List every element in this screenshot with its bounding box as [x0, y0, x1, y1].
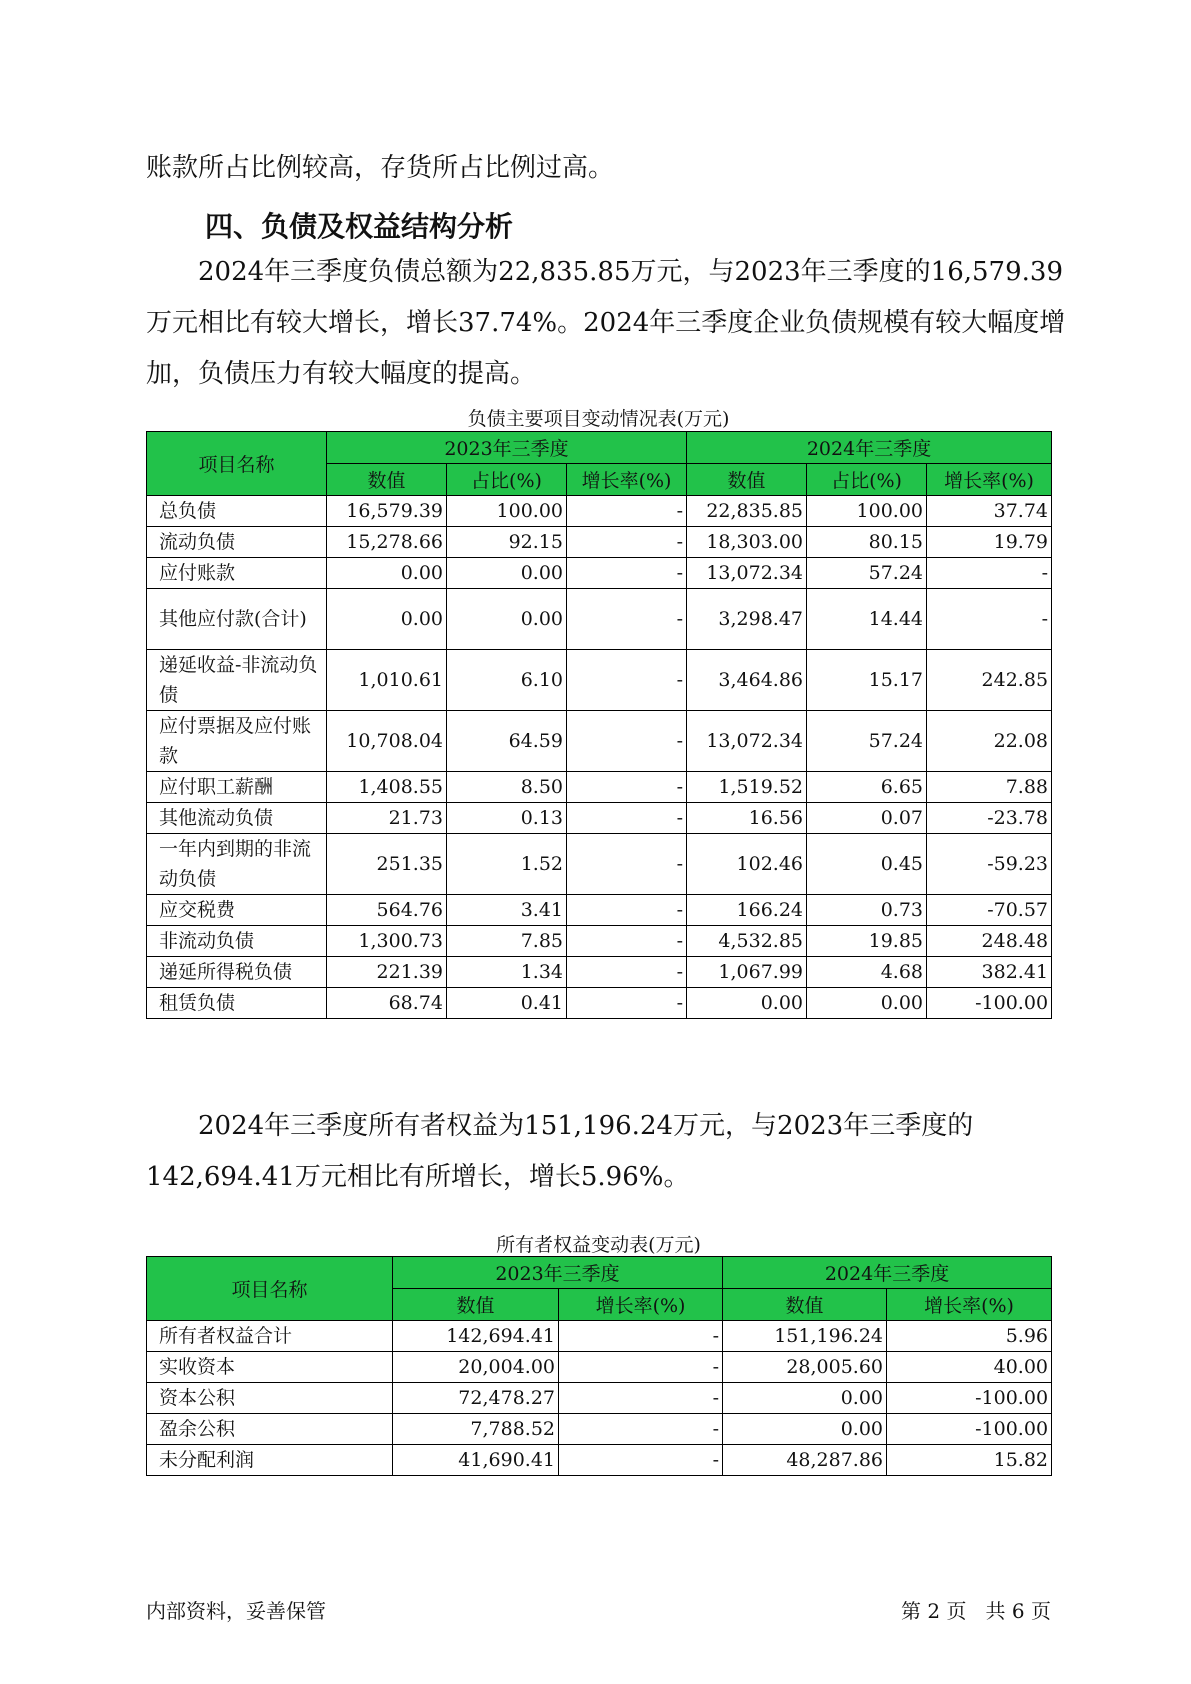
cell-r1: 1.34 [447, 957, 567, 988]
section-heading: 四、负债及权益结构分析 [205, 210, 514, 243]
cell-r2: 100.00 [807, 496, 927, 527]
row-label: 递延所得税负债 [147, 957, 327, 988]
liability-table [146, 431, 1052, 1019]
table-row [147, 496, 1052, 527]
table-row [147, 1352, 1052, 1383]
cell-g1: - [559, 1414, 723, 1445]
cell-v2: 22,835.85 [687, 496, 807, 527]
table-row [147, 895, 1052, 926]
row-label: 一年内到期的非流动负债 [147, 834, 327, 895]
cell-r2: 57.24 [807, 558, 927, 589]
cell-g1: - [567, 988, 687, 1019]
period-2023-header: 2023年三季度 [393, 1257, 723, 1289]
cell-r1: 0.13 [447, 803, 567, 834]
period-2023-header: 2023年三季度 [327, 432, 687, 464]
item-name-header: 项目名称 [147, 1257, 393, 1321]
cell-g1: - [559, 1445, 723, 1476]
cell-v1: 0.00 [327, 589, 447, 650]
growth-col-header: 增长率(%) [887, 1289, 1052, 1321]
cell-g1: - [567, 589, 687, 650]
cell-v2: 0.00 [723, 1414, 887, 1445]
row-label: 应付账款 [147, 558, 327, 589]
table-row [147, 988, 1052, 1019]
cell-v2: 1,067.99 [687, 957, 807, 988]
cell-v2: 151,196.24 [723, 1321, 887, 1352]
table-row [147, 772, 1052, 803]
cell-g1: - [567, 527, 687, 558]
cell-r2: 6.65 [807, 772, 927, 803]
cell-r1: 0.41 [447, 988, 567, 1019]
cell-v2: 0.00 [723, 1383, 887, 1414]
cell-g1: - [559, 1321, 723, 1352]
equity-table [146, 1256, 1052, 1476]
liability-table-caption: 负债主要项目变动情况表(万元) [467, 408, 730, 430]
cell-v1: 20,004.00 [393, 1352, 559, 1383]
row-label: 递延收益-非流动负债 [147, 650, 327, 711]
cell-v1: 68.74 [327, 988, 447, 1019]
table-row [147, 957, 1052, 988]
table-row [147, 527, 1052, 558]
table-row [147, 558, 1052, 589]
row-label: 应付职工薪酬 [147, 772, 327, 803]
cell-v2: 102.46 [687, 834, 807, 895]
cell-v2: 48,287.86 [723, 1445, 887, 1476]
cell-r2: 0.45 [807, 834, 927, 895]
table-row [147, 1383, 1052, 1414]
equity-paragraph: 2024年三季度所有者权益为151,196.24万元，与2023年三季度的142,694.41万元相比有所增长，增长5.96%。 [146, 1111, 974, 1192]
cell-r1: 0.00 [447, 558, 567, 589]
cell-v1: 16,579.39 [327, 496, 447, 527]
cell-v1: 15,278.66 [327, 527, 447, 558]
cell-v2: 16.56 [687, 803, 807, 834]
cell-g1: - [567, 803, 687, 834]
table-row [147, 1414, 1052, 1445]
cell-v2: 1,519.52 [687, 772, 807, 803]
cell-r1: 100.00 [447, 496, 567, 527]
row-label: 盈余公积 [147, 1414, 393, 1445]
value-col-header: 数值 [393, 1289, 559, 1321]
cell-g2: -23.78 [927, 803, 1052, 834]
value-col-header: 数值 [327, 464, 447, 496]
ratio-col-header: 占比(%) [807, 464, 927, 496]
intro-line: 账款所占比例较高，存货所占比例过高。 [146, 153, 615, 183]
cell-g2: 242.85 [927, 650, 1052, 711]
cell-r1: 0.00 [447, 589, 567, 650]
growth-col-header: 增长率(%) [567, 464, 687, 496]
cell-v1: 0.00 [327, 558, 447, 589]
cell-v2: 166.24 [687, 895, 807, 926]
equity-table-caption: 所有者权益变动表(万元) [496, 1234, 701, 1256]
cell-g2: -70.57 [927, 895, 1052, 926]
cell-g2: - [927, 589, 1052, 650]
cell-r1: 3.41 [447, 895, 567, 926]
cell-r2: 4.68 [807, 957, 927, 988]
cell-v1: 221.39 [327, 957, 447, 988]
row-label: 实收资本 [147, 1352, 393, 1383]
cell-v1: 10,708.04 [327, 711, 447, 772]
cell-v1: 564.76 [327, 895, 447, 926]
table-row [147, 1445, 1052, 1476]
row-label: 其他应付款(合计) [147, 589, 327, 650]
cell-g1: - [559, 1352, 723, 1383]
cell-r2: 0.73 [807, 895, 927, 926]
table-row [147, 711, 1052, 772]
cell-v2: 18,303.00 [687, 527, 807, 558]
cell-v1: 1,408.55 [327, 772, 447, 803]
table-row [147, 650, 1052, 711]
row-label: 总负债 [147, 496, 327, 527]
cell-v1: 251.35 [327, 834, 447, 895]
cell-v2: 4,532.85 [687, 926, 807, 957]
item-name-header: 项目名称 [147, 432, 327, 496]
table-row [147, 1321, 1052, 1352]
cell-g1: - [559, 1383, 723, 1414]
cell-g2: -100.00 [927, 988, 1052, 1019]
row-label: 应交税费 [147, 895, 327, 926]
row-label: 其他流动负债 [147, 803, 327, 834]
cell-v1: 7,788.52 [393, 1414, 559, 1445]
row-label: 非流动负债 [147, 926, 327, 957]
cell-g1: - [567, 957, 687, 988]
liability-paragraph: 2024年三季度负债总额为22,835.85万元，与2023年三季度的16,579.39万元相比有较大增长，增长37.74%。2024年三季度企业负债规模有较大幅度增加，负债压力有较大幅度的提高。 [146, 257, 1066, 389]
cell-r2: 0.00 [807, 988, 927, 1019]
cell-v2: 13,072.34 [687, 558, 807, 589]
cell-r1: 6.10 [447, 650, 567, 711]
cell-g2: -100.00 [887, 1383, 1052, 1414]
table-row [147, 803, 1052, 834]
row-label: 资本公积 [147, 1383, 393, 1414]
cell-v2: 13,072.34 [687, 711, 807, 772]
table-row [147, 834, 1052, 895]
cell-v2: 28,005.60 [723, 1352, 887, 1383]
cell-g2: - [927, 558, 1052, 589]
cell-v1: 21.73 [327, 803, 447, 834]
cell-g1: - [567, 711, 687, 772]
cell-g2: 37.74 [927, 496, 1052, 527]
cell-g2: -59.23 [927, 834, 1052, 895]
cell-r1: 1.52 [447, 834, 567, 895]
cell-g2: 5.96 [887, 1321, 1052, 1352]
cell-g1: - [567, 650, 687, 711]
growth-col-header: 增长率(%) [927, 464, 1052, 496]
value-col-header: 数值 [723, 1289, 887, 1321]
cell-g2: 19.79 [927, 527, 1052, 558]
cell-g1: - [567, 834, 687, 895]
cell-r1: 64.59 [447, 711, 567, 772]
footer-page-number: 第 2 页 共 6 页 [901, 1599, 1051, 1623]
period-2024-header: 2024年三季度 [687, 432, 1052, 464]
row-label: 流动负债 [147, 527, 327, 558]
cell-r2: 0.07 [807, 803, 927, 834]
cell-v2: 0.00 [687, 988, 807, 1019]
cell-g2: 248.48 [927, 926, 1052, 957]
row-label: 所有者权益合计 [147, 1321, 393, 1352]
row-label: 未分配利润 [147, 1445, 393, 1476]
row-label: 租赁负债 [147, 988, 327, 1019]
cell-g1: - [567, 895, 687, 926]
cell-g2: 40.00 [887, 1352, 1052, 1383]
period-2024-header: 2024年三季度 [723, 1257, 1052, 1289]
cell-g2: 15.82 [887, 1445, 1052, 1476]
cell-v1: 72,478.27 [393, 1383, 559, 1414]
cell-g2: -100.00 [887, 1414, 1052, 1445]
table-row [147, 589, 1052, 650]
cell-r2: 14.44 [807, 589, 927, 650]
table-row [147, 926, 1052, 957]
cell-r1: 92.15 [447, 527, 567, 558]
footer-confidential-note: 内部资料，妥善保管 [146, 1599, 326, 1623]
cell-g1: - [567, 558, 687, 589]
cell-g2: 7.88 [927, 772, 1052, 803]
ratio-col-header: 占比(%) [447, 464, 567, 496]
cell-r2: 19.85 [807, 926, 927, 957]
row-label: 应付票据及应付账款 [147, 711, 327, 772]
cell-g1: - [567, 926, 687, 957]
cell-v1: 142,694.41 [393, 1321, 559, 1352]
cell-v1: 41,690.41 [393, 1445, 559, 1476]
cell-v2: 3,464.86 [687, 650, 807, 711]
cell-g2: 22.08 [927, 711, 1052, 772]
cell-r1: 8.50 [447, 772, 567, 803]
cell-v1: 1,010.61 [327, 650, 447, 711]
cell-g2: 382.41 [927, 957, 1052, 988]
cell-g1: - [567, 772, 687, 803]
cell-v1: 1,300.73 [327, 926, 447, 957]
cell-r2: 15.17 [807, 650, 927, 711]
cell-g1: - [567, 496, 687, 527]
cell-r2: 80.15 [807, 527, 927, 558]
growth-col-header: 增长率(%) [559, 1289, 723, 1321]
cell-r1: 7.85 [447, 926, 567, 957]
cell-v2: 3,298.47 [687, 589, 807, 650]
value-col-header: 数值 [687, 464, 807, 496]
cell-r2: 57.24 [807, 711, 927, 772]
